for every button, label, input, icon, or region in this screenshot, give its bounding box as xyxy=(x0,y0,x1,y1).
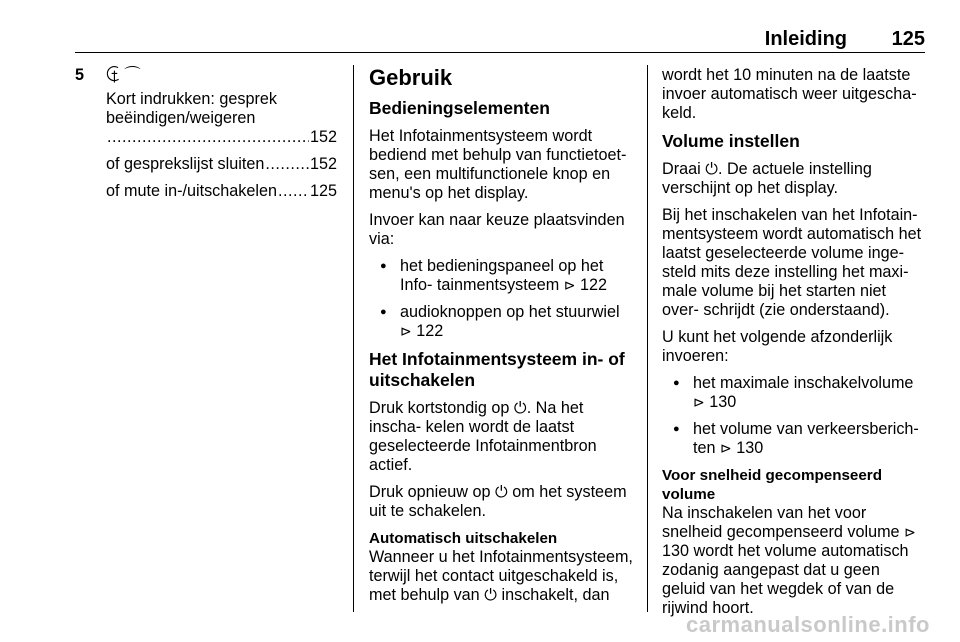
column-3 xyxy=(662,66,926,626)
bullet-text: audioknoppen op het stuurwiel xyxy=(400,303,620,321)
key-intro-text: Kort indrukken: gesprek beëindigen/weigeren xyxy=(106,90,277,127)
page-reference[interactable]: 130 xyxy=(736,439,764,457)
watermark: carmanualsonline.info xyxy=(686,612,930,637)
paragraph: U kunt het volgende afzonderlijk invoeren: xyxy=(662,328,893,365)
toc-text: of mute in-/uitschakelen xyxy=(106,182,277,200)
paragraph-text: Druk opnieuw op xyxy=(369,483,491,501)
column-divider xyxy=(353,65,354,612)
toc-entry[interactable] xyxy=(106,90,337,128)
leader-dots xyxy=(278,182,309,201)
page-reference[interactable]: 122 xyxy=(579,276,607,294)
column-1 xyxy=(75,66,337,209)
paragraph xyxy=(662,160,926,198)
heading-in-uitschakelen: Het Infotainmentsysteem in- of uitschakelen xyxy=(369,349,625,390)
phone-hangup-icon: ⌒ xyxy=(124,66,141,84)
bullet-item xyxy=(662,420,926,458)
chapter-title: Gebruik xyxy=(369,65,453,90)
page-reference[interactable]: 130 xyxy=(709,393,737,411)
heading-snelheid-volume: Voor snelheid gecompenseerd volume xyxy=(662,467,882,503)
power-icon: ⏻ xyxy=(494,483,508,501)
bullet-text: het maximale inschakelvolume xyxy=(693,374,914,392)
page-number: 125 xyxy=(891,28,925,50)
paragraph: Invoer kan naar keuze plaatsvinden via: xyxy=(369,211,625,248)
leader-dots xyxy=(265,155,309,174)
key-description xyxy=(106,90,337,201)
paragraph-text: Draai xyxy=(662,160,701,178)
toc-page-ref: 152 xyxy=(309,155,337,173)
paragraph: Bij het inschakelen van het Infotain- mentsysteem wordt automatisch het laatst geselecteerde volume inge- steld mits deze instelling het maxi- male volume bij het starten niet over- schrijdt (zie onderstaand). xyxy=(662,206,922,319)
page-reference[interactable]: 122 xyxy=(416,322,444,340)
bullet-item xyxy=(369,257,633,295)
reference-arrow-icon: ⊳ xyxy=(563,277,576,293)
paragraph-text: . Na het inscha- kelen wordt de laatst geselecteerde Infotainmentbron actief. xyxy=(369,399,597,474)
paragraph-text: . De actuele instelling verschijnt op het display. xyxy=(662,160,872,197)
toc-entry-page[interactable] xyxy=(106,128,337,147)
paragraph-text: inschakelt, dan xyxy=(501,586,610,604)
paragraph-text: Druk kortstondig op xyxy=(369,399,510,417)
paragraph-text: wordt het volume automatisch zodanig aangepast dat u geen geluid van het wegdek of van de rijwind hoort. xyxy=(662,542,909,617)
toc-entry[interactable] xyxy=(106,155,337,174)
key-number: 5 xyxy=(75,66,85,84)
heading-bedieningselementen: Bedieningselementen xyxy=(369,98,550,118)
section-title: Inleiding xyxy=(764,28,847,50)
column-2 xyxy=(369,66,633,613)
bullet-text: het bedieningspaneel op het Info- tainmentsysteem xyxy=(400,257,604,294)
heading-volume-instellen: Volume instellen xyxy=(662,131,800,151)
toc-page-ref: 152 xyxy=(309,128,337,146)
paragraph xyxy=(369,483,633,521)
key-item xyxy=(75,66,337,90)
paragraph-text: Na inschakelen van het voor snelheid gecompenseerd volume xyxy=(662,504,900,541)
power-icon: ⏻ xyxy=(513,399,527,417)
toc-page-ref: 125 xyxy=(309,182,337,200)
reference-arrow-icon: ⊳ xyxy=(720,440,732,456)
paragraph xyxy=(369,399,633,475)
power-icon: ⏻ xyxy=(484,586,498,604)
paragraph-text: Wanneer u het Infotainmentsysteem, terwijl het contact uitgeschakeld is, met behulp van xyxy=(369,548,633,604)
column-divider xyxy=(647,65,648,612)
power-icon: ⏻ xyxy=(705,160,718,178)
paragraph xyxy=(662,504,926,618)
paragraph: wordt het 10 minuten na de laatste invoer automatisch weer uitgescha- keld. xyxy=(662,66,917,122)
page-reference[interactable]: 130 xyxy=(662,542,690,560)
toc-text: of gesprekslijst sluiten xyxy=(106,155,265,173)
page-header xyxy=(75,28,925,53)
paragraph-text: om het systeem uit te schakelen. xyxy=(369,483,627,520)
reference-arrow-icon: ⊳ xyxy=(400,323,412,339)
reference-arrow-icon: ⊳ xyxy=(904,524,916,540)
paragraph xyxy=(369,548,633,605)
mute-icon: ⯡ xyxy=(106,66,120,84)
paragraph: Het Infotainmentsysteem wordt bediend met behulp van functietoet- sen, een multifunctionele knop en menu's op het display. xyxy=(369,127,627,202)
leader-dots xyxy=(107,128,309,147)
mute-hangup-icon xyxy=(106,66,141,85)
bullet-item xyxy=(369,303,633,341)
heading-automatisch-uitschakelen: Automatisch uitschakelen xyxy=(369,530,558,547)
reference-arrow-icon: ⊳ xyxy=(693,394,705,410)
toc-entry[interactable] xyxy=(106,182,337,201)
bullet-item xyxy=(662,374,926,412)
bullet-text: het volume van verkeersberich- ten xyxy=(693,420,919,457)
